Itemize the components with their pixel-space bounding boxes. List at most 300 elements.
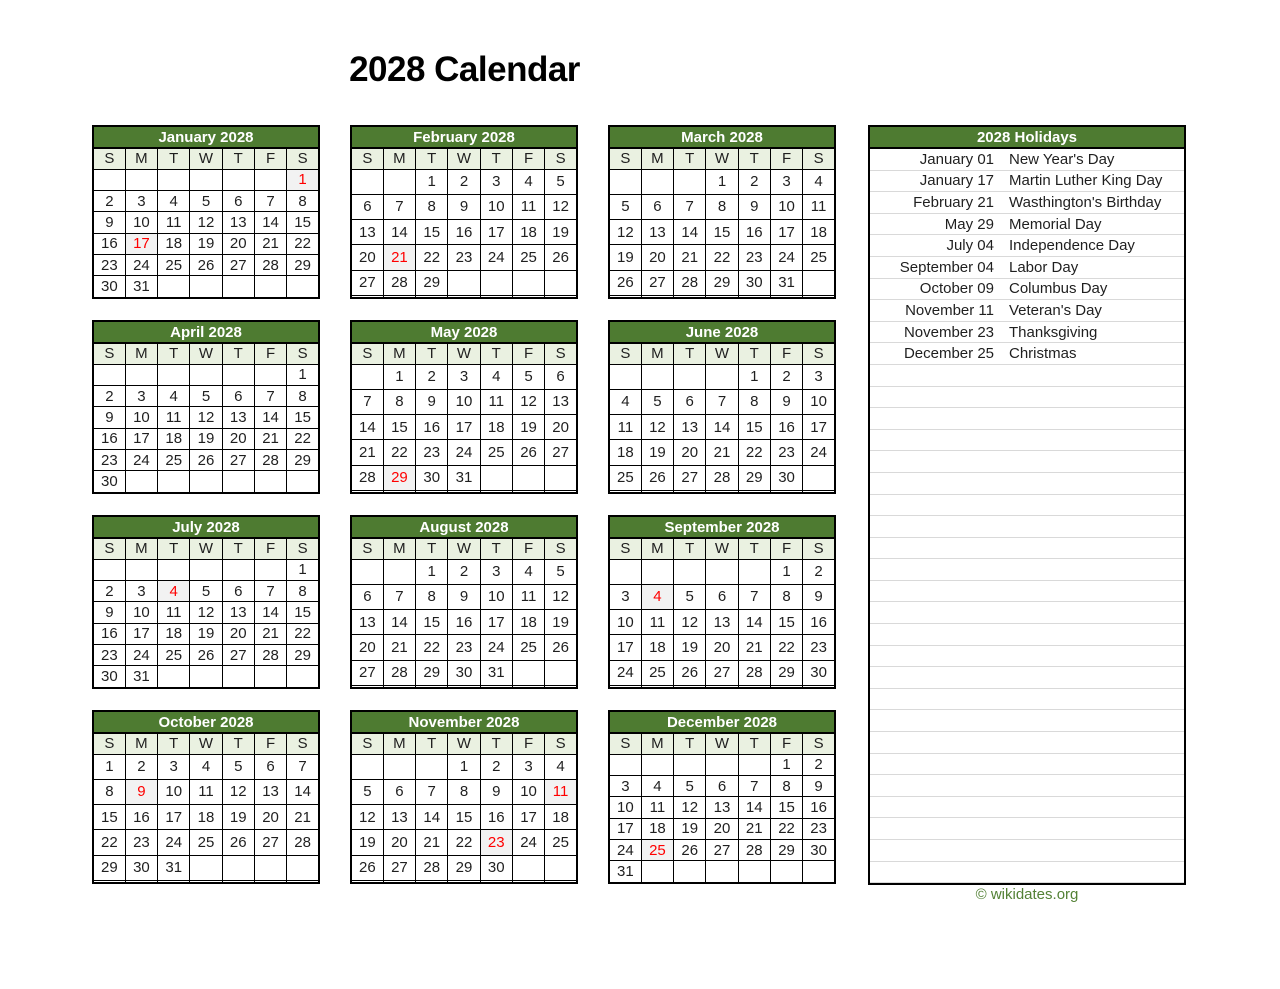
weekday-header: T	[738, 733, 770, 754]
weekday-header: W	[448, 733, 480, 754]
day-cell: 9	[416, 389, 448, 414]
weekday-header: F	[254, 733, 286, 754]
day-cell: 25	[158, 645, 190, 666]
day-cell: 1	[706, 169, 738, 194]
empty-cell	[125, 169, 157, 190]
day-cell: 28	[287, 830, 319, 855]
day-cell: 18	[545, 805, 577, 830]
day-cell: 30	[480, 855, 512, 880]
day-cell: 20	[351, 245, 383, 270]
day-cell: 28	[416, 855, 448, 880]
weekday-header: T	[480, 343, 512, 364]
day-cell: 18	[158, 233, 190, 254]
weekday-header: S	[609, 343, 641, 364]
day-cell: 27	[706, 840, 738, 861]
day-cell: 19	[609, 245, 641, 270]
day-cell: 28	[738, 660, 770, 685]
day-cell: 8	[706, 194, 738, 219]
empty-cell	[674, 296, 706, 298]
month-title-november: November 2028	[351, 711, 577, 733]
day-cell: 12	[190, 407, 222, 428]
day-cell: 29	[738, 465, 770, 490]
holiday-date: November 23	[903, 323, 994, 341]
empty-cell	[351, 491, 383, 493]
day-cell: 9	[770, 389, 802, 414]
day-cell: 17	[448, 415, 480, 440]
day-cell: 10	[125, 212, 157, 233]
empty-cell	[158, 169, 190, 190]
day-cell: 13	[351, 610, 383, 635]
weekday-header: S	[545, 148, 577, 169]
holiday-day-cell: 4	[158, 580, 190, 601]
weekday-header: T	[158, 343, 190, 364]
day-cell: 1	[416, 169, 448, 194]
day-cell: 12	[674, 610, 706, 635]
day-cell: 14	[738, 797, 770, 818]
day-cell: 3	[609, 775, 641, 796]
day-cell: 14	[383, 610, 415, 635]
day-cell: 24	[448, 440, 480, 465]
day-cell: 13	[351, 220, 383, 245]
empty-cell	[545, 881, 577, 883]
holiday-date: October 09	[919, 280, 994, 298]
day-cell: 14	[287, 779, 319, 804]
weekday-header: S	[287, 538, 319, 559]
empty-cell	[674, 861, 706, 883]
day-cell: 23	[803, 818, 835, 839]
day-cell: 16	[416, 415, 448, 440]
holiday-empty-row	[870, 818, 1184, 840]
day-cell: 15	[770, 610, 802, 635]
day-cell: 6	[222, 580, 254, 601]
day-cell: 22	[93, 830, 125, 855]
empty-cell	[674, 491, 706, 493]
holiday-row	[870, 171, 1184, 193]
empty-cell	[803, 270, 835, 295]
day-cell: 17	[803, 415, 835, 440]
day-cell: 27	[706, 660, 738, 685]
day-cell: 9	[93, 407, 125, 428]
empty-cell	[222, 855, 254, 880]
day-cell: 28	[254, 450, 286, 471]
weekday-header: S	[93, 538, 125, 559]
day-cell: 24	[770, 245, 802, 270]
day-cell: 14	[254, 602, 286, 623]
day-cell: 22	[416, 245, 448, 270]
empty-cell	[222, 364, 254, 385]
holiday-empty-row	[870, 797, 1184, 819]
day-cell: 4	[545, 754, 577, 779]
empty-cell	[351, 296, 383, 298]
day-cell: 1	[770, 559, 802, 584]
weekday-header: M	[383, 343, 415, 364]
empty-cell	[416, 686, 448, 688]
empty-cell	[738, 861, 770, 883]
day-cell: 27	[351, 270, 383, 295]
weekday-header: S	[351, 733, 383, 754]
weekday-header: S	[545, 538, 577, 559]
holiday-empty-row	[870, 559, 1184, 581]
day-cell: 16	[93, 623, 125, 644]
day-cell: 20	[222, 428, 254, 449]
month-table-january	[92, 125, 320, 299]
empty-cell	[738, 491, 770, 493]
day-cell: 10	[125, 407, 157, 428]
holiday-empty-row	[870, 732, 1184, 754]
day-cell: 21	[738, 818, 770, 839]
weekday-header: S	[803, 343, 835, 364]
empty-cell	[448, 296, 480, 298]
weekday-header: T	[222, 538, 254, 559]
weekday-header: T	[480, 148, 512, 169]
day-cell: 18	[512, 610, 544, 635]
day-cell: 8	[93, 779, 125, 804]
holiday-row	[870, 300, 1184, 322]
weekday-header: F	[254, 343, 286, 364]
day-cell: 5	[351, 779, 383, 804]
day-cell: 24	[480, 245, 512, 270]
month-title-june: June 2028	[609, 321, 835, 343]
weekday-header: S	[351, 148, 383, 169]
day-cell: 26	[674, 840, 706, 861]
day-cell: 7	[738, 775, 770, 796]
holiday-empty-row	[870, 689, 1184, 711]
month-title-may: May 2028	[351, 321, 577, 343]
weekday-header: T	[222, 343, 254, 364]
day-cell: 7	[254, 580, 286, 601]
day-cell: 4	[190, 754, 222, 779]
day-cell: 2	[93, 580, 125, 601]
day-cell: 24	[803, 440, 835, 465]
month-table-april	[92, 320, 320, 494]
weekday-header: T	[738, 538, 770, 559]
day-cell: 18	[512, 220, 544, 245]
day-cell: 17	[125, 428, 157, 449]
day-cell: 30	[93, 666, 125, 688]
empty-cell	[803, 686, 835, 688]
weekday-header: W	[706, 733, 738, 754]
day-cell: 8	[416, 194, 448, 219]
month-title-april: April 2028	[93, 321, 319, 343]
day-cell: 2	[448, 559, 480, 584]
day-cell: 1	[448, 754, 480, 779]
empty-cell	[190, 364, 222, 385]
empty-cell	[383, 169, 415, 194]
day-cell: 25	[158, 450, 190, 471]
day-cell: 11	[190, 779, 222, 804]
day-cell: 30	[416, 465, 448, 490]
day-cell: 5	[674, 584, 706, 609]
empty-cell	[448, 881, 480, 883]
empty-cell	[512, 296, 544, 298]
empty-cell	[738, 559, 770, 584]
holiday-day-cell: 4	[641, 584, 673, 609]
day-cell: 25	[512, 635, 544, 660]
day-cell: 9	[93, 212, 125, 233]
day-cell: 3	[125, 190, 157, 211]
day-cell: 1	[287, 364, 319, 385]
day-cell: 12	[545, 584, 577, 609]
empty-cell	[93, 364, 125, 385]
day-cell: 7	[738, 584, 770, 609]
day-cell: 29	[770, 660, 802, 685]
day-cell: 15	[706, 220, 738, 245]
day-cell: 18	[609, 440, 641, 465]
empty-cell	[287, 855, 319, 880]
day-cell: 20	[674, 440, 706, 465]
day-cell: 3	[125, 580, 157, 601]
day-cell: 27	[545, 440, 577, 465]
empty-cell	[803, 861, 835, 883]
weekday-header: F	[770, 343, 802, 364]
day-cell: 20	[706, 635, 738, 660]
holidays-list	[870, 149, 1184, 883]
holiday-name: Christmas	[1009, 345, 1077, 363]
holiday-row	[870, 279, 1184, 301]
day-cell: 11	[803, 194, 835, 219]
month-table-may	[350, 320, 578, 494]
weekday-header: M	[383, 538, 415, 559]
day-cell: 28	[738, 840, 770, 861]
day-cell: 1	[383, 364, 415, 389]
holiday-day-cell: 11	[545, 779, 577, 804]
day-cell: 10	[125, 602, 157, 623]
day-cell: 20	[706, 818, 738, 839]
day-cell: 19	[512, 415, 544, 440]
day-cell: 3	[803, 364, 835, 389]
weekday-header: F	[770, 148, 802, 169]
weekday-header: M	[125, 148, 157, 169]
weekday-header: M	[383, 148, 415, 169]
weekday-header: F	[254, 148, 286, 169]
empty-cell	[480, 686, 512, 688]
month-title-february: February 2028	[351, 126, 577, 148]
empty-cell	[287, 471, 319, 493]
day-cell: 21	[351, 440, 383, 465]
day-cell: 26	[674, 660, 706, 685]
day-cell: 30	[770, 465, 802, 490]
day-cell: 13	[222, 407, 254, 428]
weekday-header: W	[190, 148, 222, 169]
day-cell: 9	[803, 584, 835, 609]
day-cell: 28	[706, 465, 738, 490]
weekday-header: T	[674, 538, 706, 559]
empty-cell	[674, 686, 706, 688]
day-cell: 5	[222, 754, 254, 779]
weekday-header: T	[738, 148, 770, 169]
empty-cell	[416, 296, 448, 298]
day-cell: 24	[512, 830, 544, 855]
empty-cell	[351, 754, 383, 779]
weekday-header: M	[641, 733, 673, 754]
holiday-empty-row	[870, 602, 1184, 624]
day-cell: 6	[222, 190, 254, 211]
weekday-header: T	[222, 733, 254, 754]
day-cell: 14	[383, 220, 415, 245]
day-cell: 31	[125, 666, 157, 688]
day-cell: 14	[674, 220, 706, 245]
day-cell: 28	[351, 465, 383, 490]
day-cell: 21	[674, 245, 706, 270]
day-cell: 30	[93, 471, 125, 493]
holiday-empty-row	[870, 473, 1184, 495]
day-cell: 19	[545, 610, 577, 635]
empty-cell	[125, 364, 157, 385]
empty-cell	[770, 296, 802, 298]
empty-cell	[383, 296, 415, 298]
day-cell: 16	[125, 805, 157, 830]
empty-cell	[738, 296, 770, 298]
weekday-header: M	[125, 733, 157, 754]
empty-cell	[512, 660, 544, 685]
day-cell: 9	[738, 194, 770, 219]
day-cell: 6	[706, 584, 738, 609]
empty-cell	[545, 296, 577, 298]
day-cell: 25	[512, 245, 544, 270]
month-table-february	[350, 125, 578, 299]
holiday-empty-row	[870, 430, 1184, 452]
day-cell: 15	[287, 212, 319, 233]
day-cell: 10	[609, 610, 641, 635]
holiday-empty-row	[870, 710, 1184, 732]
day-cell: 30	[448, 660, 480, 685]
day-cell: 19	[641, 440, 673, 465]
day-cell: 5	[190, 385, 222, 406]
month-title-july: July 2028	[93, 516, 319, 538]
day-cell: 11	[641, 610, 673, 635]
weekday-header: S	[803, 538, 835, 559]
weekday-header: M	[125, 538, 157, 559]
month-title-march: March 2028	[609, 126, 835, 148]
empty-cell	[609, 559, 641, 584]
day-cell: 21	[254, 428, 286, 449]
day-cell: 29	[287, 255, 319, 276]
day-cell: 19	[674, 818, 706, 839]
day-cell: 26	[609, 270, 641, 295]
day-cell: 16	[803, 797, 835, 818]
day-cell: 26	[545, 245, 577, 270]
day-cell: 6	[351, 584, 383, 609]
day-cell: 17	[480, 220, 512, 245]
day-cell: 22	[738, 440, 770, 465]
empty-cell	[609, 296, 641, 298]
month-table-august	[350, 515, 578, 689]
day-cell: 3	[448, 364, 480, 389]
holiday-day-cell: 29	[383, 465, 415, 490]
holiday-row	[870, 149, 1184, 171]
empty-cell	[158, 559, 190, 580]
empty-cell	[190, 276, 222, 298]
day-cell: 13	[706, 610, 738, 635]
day-cell: 20	[351, 635, 383, 660]
day-cell: 25	[158, 255, 190, 276]
day-cell: 25	[480, 440, 512, 465]
weekday-header: M	[641, 148, 673, 169]
day-cell: 5	[545, 169, 577, 194]
empty-cell	[448, 686, 480, 688]
day-cell: 2	[416, 364, 448, 389]
weekday-header: F	[512, 148, 544, 169]
day-cell: 1	[287, 559, 319, 580]
day-cell: 13	[706, 797, 738, 818]
day-cell: 22	[287, 233, 319, 254]
empty-cell	[125, 471, 157, 493]
day-cell: 24	[158, 830, 190, 855]
day-cell: 13	[383, 805, 415, 830]
month-title-october: October 2028	[93, 711, 319, 733]
weekday-header: T	[158, 148, 190, 169]
empty-cell	[448, 270, 480, 295]
empty-cell	[158, 471, 190, 493]
day-cell: 15	[416, 220, 448, 245]
day-cell: 16	[803, 610, 835, 635]
day-cell: 4	[609, 389, 641, 414]
empty-cell	[641, 861, 673, 883]
day-cell: 1	[770, 754, 802, 775]
day-cell: 13	[254, 779, 286, 804]
day-cell: 11	[158, 212, 190, 233]
day-cell: 11	[512, 194, 544, 219]
day-cell: 29	[287, 450, 319, 471]
day-cell: 6	[254, 754, 286, 779]
holiday-name: New Year's Day	[1009, 150, 1115, 168]
day-cell: 22	[448, 830, 480, 855]
day-cell: 17	[158, 805, 190, 830]
holiday-empty-row	[870, 581, 1184, 603]
empty-cell	[190, 169, 222, 190]
holiday-row	[870, 257, 1184, 279]
day-cell: 29	[287, 645, 319, 666]
day-cell: 19	[674, 635, 706, 660]
day-cell: 7	[674, 194, 706, 219]
day-cell: 9	[480, 779, 512, 804]
day-cell: 6	[706, 775, 738, 796]
day-cell: 8	[287, 580, 319, 601]
day-cell: 10	[480, 194, 512, 219]
day-cell: 7	[254, 190, 286, 211]
empty-cell	[351, 364, 383, 389]
day-cell: 29	[416, 270, 448, 295]
day-cell: 12	[351, 805, 383, 830]
day-cell: 23	[738, 245, 770, 270]
day-cell: 6	[222, 385, 254, 406]
day-cell: 5	[609, 194, 641, 219]
day-cell: 4	[158, 190, 190, 211]
day-cell: 17	[480, 610, 512, 635]
day-cell: 15	[383, 415, 415, 440]
empty-cell	[222, 169, 254, 190]
empty-cell	[480, 491, 512, 493]
day-cell: 11	[158, 407, 190, 428]
day-cell: 13	[674, 415, 706, 440]
empty-cell	[254, 666, 286, 688]
weekday-header: F	[512, 538, 544, 559]
empty-cell	[803, 491, 835, 493]
day-cell: 16	[448, 610, 480, 635]
copyright-link[interactable]: © wikidates.org	[975, 886, 1079, 903]
weekday-header: S	[609, 538, 641, 559]
empty-cell	[609, 754, 641, 775]
empty-cell	[190, 666, 222, 688]
empty-cell	[383, 881, 415, 883]
day-cell: 19	[222, 805, 254, 830]
day-cell: 6	[545, 364, 577, 389]
day-cell: 14	[254, 407, 286, 428]
empty-cell	[93, 881, 125, 883]
empty-cell	[254, 169, 286, 190]
holiday-date: December 25	[903, 345, 994, 363]
holiday-empty-row	[870, 387, 1184, 409]
